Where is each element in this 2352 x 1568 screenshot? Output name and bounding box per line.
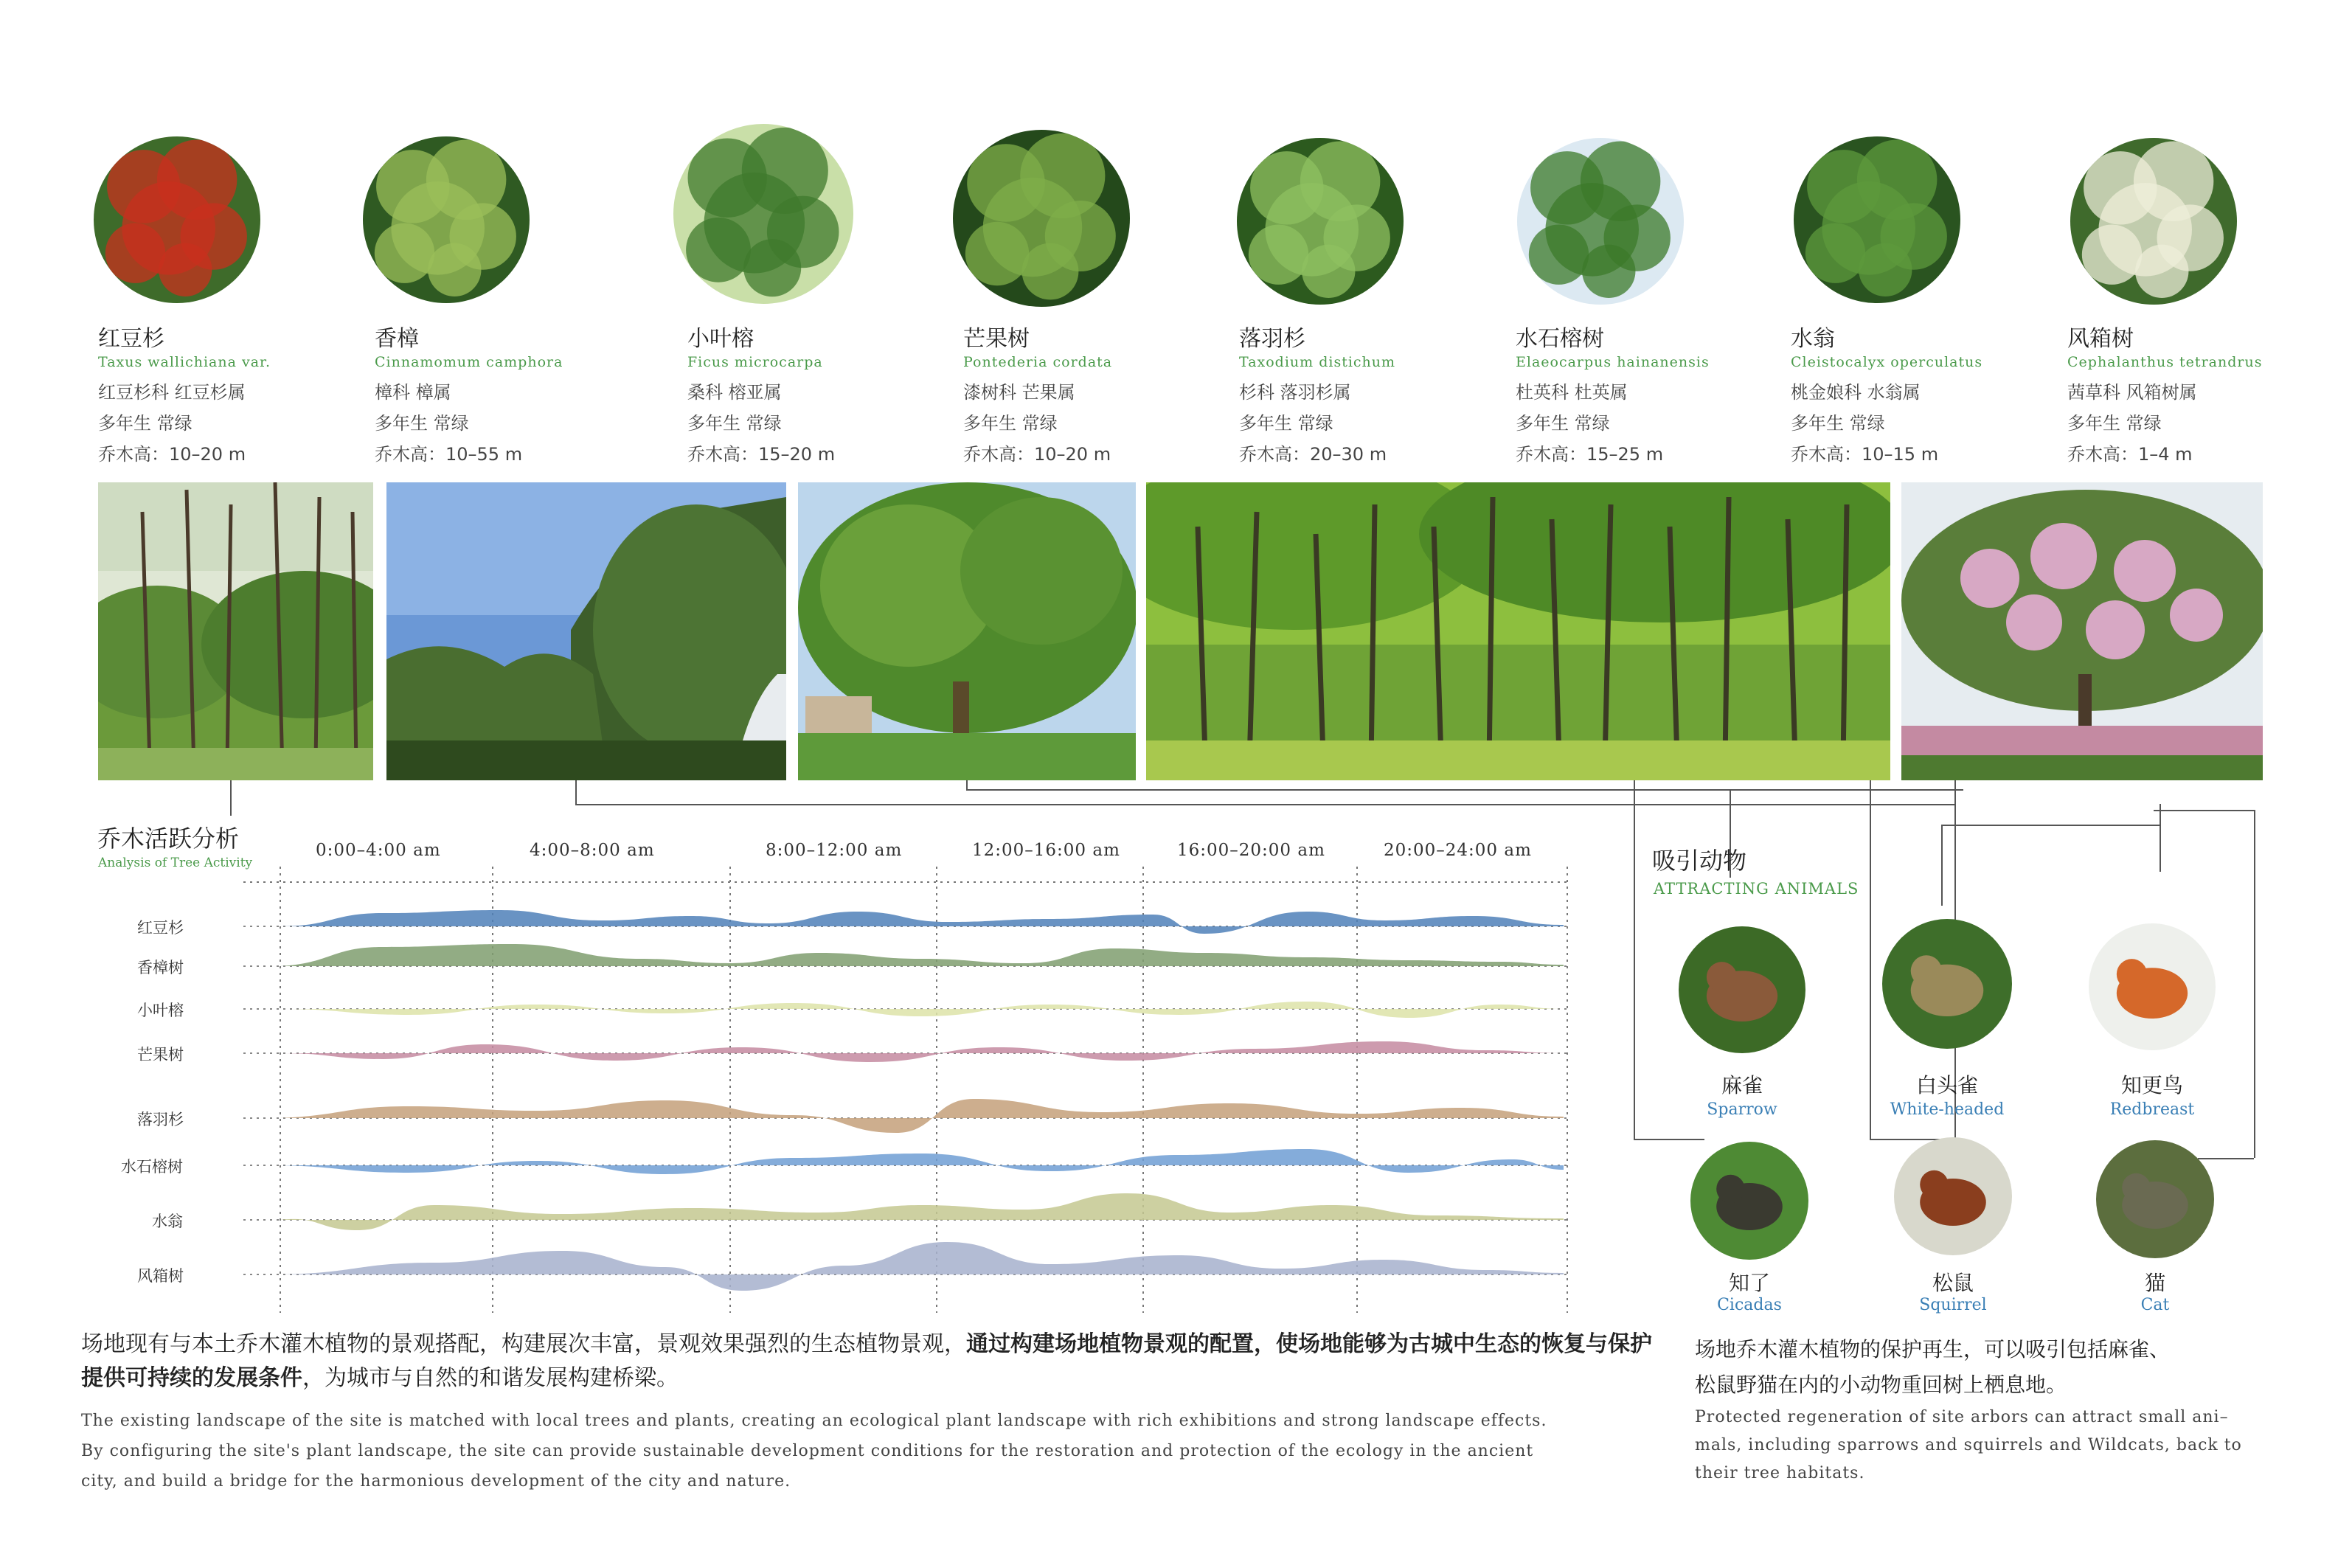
- animal-name-en: Cat: [2140, 1296, 2170, 1314]
- tree-height: 乔木高：1–4 m: [2067, 444, 2193, 465]
- activity-wave-3: [280, 1002, 1564, 1018]
- animal-name-en: Redbreast: [2109, 1100, 2195, 1119]
- tree-height: 乔木高：10–15 m: [1791, 444, 1939, 465]
- tree-name-cn: 香樟: [375, 326, 419, 352]
- tree-row-label: 风箱树: [137, 1267, 184, 1285]
- tree-name-cn: 落羽杉: [1239, 326, 1305, 352]
- animal-name-cn: 白头雀: [1915, 1073, 1978, 1097]
- tree-name-latin: Pontederia cordata: [963, 354, 1113, 370]
- tree-name-latin: Elaeocarpus hainanensis: [1516, 354, 1710, 370]
- time-slot-label: 20:00–24:00 am: [1384, 841, 1532, 860]
- tree-name-latin: Cephalanthus tetrandrus: [2067, 354, 2263, 370]
- time-slot-label: 0:00–4:00 am: [316, 841, 441, 860]
- animal-name-en: White-headed: [1890, 1100, 2005, 1119]
- animals-title: 吸引动物: [1652, 847, 1747, 875]
- side-description-en: [1695, 1404, 2329, 1488]
- tree-family: 漆树科 芒果属: [963, 382, 1075, 403]
- activity-wave-2: [280, 944, 1564, 966]
- time-slot-label: 16:00–20:00 am: [1177, 841, 1325, 860]
- tree-family: 杜英科 杜英属: [1516, 382, 1628, 403]
- tree-name-cn: 芒果树: [963, 326, 1030, 352]
- activity-title: 乔木活跃分析: [97, 825, 240, 853]
- tree-lifecycle: 多年生 常绿: [1516, 413, 1610, 434]
- tree-height: 乔木高：20–30 m: [1239, 444, 1387, 465]
- tree-name-latin: Cinnamomum camphora: [375, 354, 563, 370]
- animal-name-cn: 松鼠: [1932, 1271, 1974, 1295]
- side-description-cn: [1695, 1332, 2329, 1403]
- tree-lifecycle: 多年生 常绿: [1239, 413, 1333, 434]
- activity-wave-5: [280, 1099, 1564, 1133]
- tree-name-latin: Taxodium distichum: [1239, 354, 1396, 370]
- tree-name-latin: Taxus wallichiana var.: [98, 354, 271, 370]
- main-en-line-3: city, and build a bridge for the harmonious development of the city and nature.: [81, 1472, 791, 1491]
- tree-family: 杉科 落羽杉属: [1239, 382, 1351, 403]
- tree-height: 乔木高：10–20 m: [98, 444, 246, 465]
- animal-name-en: Sparrow: [1707, 1100, 1777, 1119]
- side-en-line-2: mals, including sparrows and squirrels and Wildcats, back to: [1695, 1436, 2242, 1454]
- animal-photo-6: [2096, 1140, 2214, 1258]
- time-slot-label: 8:00–12:00 am: [766, 841, 903, 860]
- tree-lifecycle: 多年生 常绿: [2067, 413, 2162, 434]
- tree-name-latin: Ficus microcarpa: [687, 354, 823, 370]
- main-description-en: [81, 1406, 1652, 1496]
- time-slot-label: 12:00–16:00 am: [972, 841, 1120, 860]
- tree-family: 桃金娘科 水翁属: [1791, 382, 1921, 403]
- tree-name-cn: 水翁: [1791, 326, 1835, 352]
- animal-name-cn: 麻雀: [1721, 1073, 1763, 1097]
- main-cn-part1: 场地现有与本土乔木灌木植物的景观搭配，构建展次丰富，景观效果强烈的生态植物景观，: [81, 1331, 966, 1357]
- animal-photo-4: [1690, 1142, 1808, 1260]
- tree-name-latin: Cleistocalyx operculatus: [1791, 354, 1983, 370]
- animal-photo-5: [1894, 1137, 2012, 1255]
- main-en-line-1: The existing landscape of the site is matched with local trees and plants, creating an ecological plant landscape with rich exhibitions and strong landscape effects.: [81, 1412, 1547, 1430]
- main-en-line-2: By configuring the site's plant landscape, the site can provide sustainable development conditions for the restoration and protection of the ecology in the ancient: [81, 1442, 1534, 1460]
- animal-name-cn: 知了: [1728, 1271, 1770, 1295]
- tree-lifecycle: 多年生 常绿: [687, 413, 782, 434]
- tree-row-label: 小叶榕: [137, 1002, 184, 1019]
- tree-height: 乔木高：10–20 m: [963, 444, 1111, 465]
- tree-lifecycle: 多年生 常绿: [375, 413, 469, 434]
- tree-family: 桑科 榕亚属: [687, 382, 782, 403]
- tree-family: 红豆杉科 红豆杉属: [98, 382, 246, 403]
- tree-family: 茜草科 风箱树属: [2067, 382, 2197, 403]
- animal-name-en: Cicadas: [1717, 1296, 1782, 1314]
- main-cn-bold: 通过构建场地植物景观的配置，使场地能够为古城中生态的恢复与保护提供可持续的发展条件: [81, 1331, 1652, 1391]
- side-cn-line-2: 松鼠野猫在内的小动物重回树上栖息地。: [1695, 1373, 2067, 1397]
- tree-row-label: 水翁: [152, 1213, 183, 1230]
- tree-lifecycle: 多年生 常绿: [98, 413, 192, 434]
- tree-height: 乔木高：15–25 m: [1516, 444, 1664, 465]
- tree-row-label: 红豆杉: [137, 919, 184, 937]
- tree-lifecycle: 多年生 常绿: [1791, 413, 1885, 434]
- side-cn-line-1: 场地乔木灌木植物的保护再生，可以吸引包括麻雀、: [1695, 1337, 2171, 1361]
- main-description-cn: [81, 1328, 1652, 1395]
- tree-height: 乔木高：10–55 m: [375, 444, 523, 465]
- animal-photo-1: [1679, 926, 1805, 1053]
- tree-row-label: 芒果树: [137, 1046, 184, 1064]
- animals-subtitle: ATTRACTING ANIMALS: [1654, 880, 1859, 898]
- tree-row-label: 落羽杉: [137, 1111, 184, 1128]
- activity-wave-7: [280, 1193, 1564, 1230]
- tree-row-label: 香樟树: [137, 959, 184, 976]
- activity-wave-4: [280, 1041, 1564, 1062]
- tree-name-cn: 小叶榕: [687, 326, 754, 352]
- activity-wave-6: [280, 1149, 1564, 1174]
- tree-row-label: 水石榕树: [121, 1158, 183, 1176]
- tree-lifecycle: 多年生 常绿: [963, 413, 1058, 434]
- tree-height: 乔木高：15–20 m: [687, 444, 836, 465]
- animal-name-en: Squirrel: [1919, 1296, 1987, 1314]
- activity-wave-8: [280, 1242, 1564, 1291]
- side-en-line-3: their tree habitats.: [1695, 1464, 1865, 1482]
- animal-photo-3: [2089, 923, 2216, 1050]
- animal-name-cn: 知更鸟: [2120, 1073, 2183, 1097]
- activity-subtitle: Analysis of Tree Activity: [98, 856, 253, 870]
- time-slot-label: 4:00–8:00 am: [530, 841, 655, 860]
- tree-family: 樟科 樟属: [375, 382, 451, 403]
- tree-name-cn: 风箱树: [2067, 326, 2134, 352]
- tree-name-cn: 水石榕树: [1516, 326, 1604, 352]
- activity-wave-1: [280, 910, 1564, 934]
- main-cn-part2: ，为城市与自然的和谐发展构建桥梁。: [302, 1365, 679, 1391]
- animal-photo-2: [1882, 919, 2012, 1049]
- animal-name-cn: 猫: [2144, 1271, 2165, 1295]
- tree-name-cn: 红豆杉: [98, 326, 164, 352]
- side-en-line-1: Protected regeneration of site arbors can attract small ani–: [1695, 1408, 2229, 1426]
